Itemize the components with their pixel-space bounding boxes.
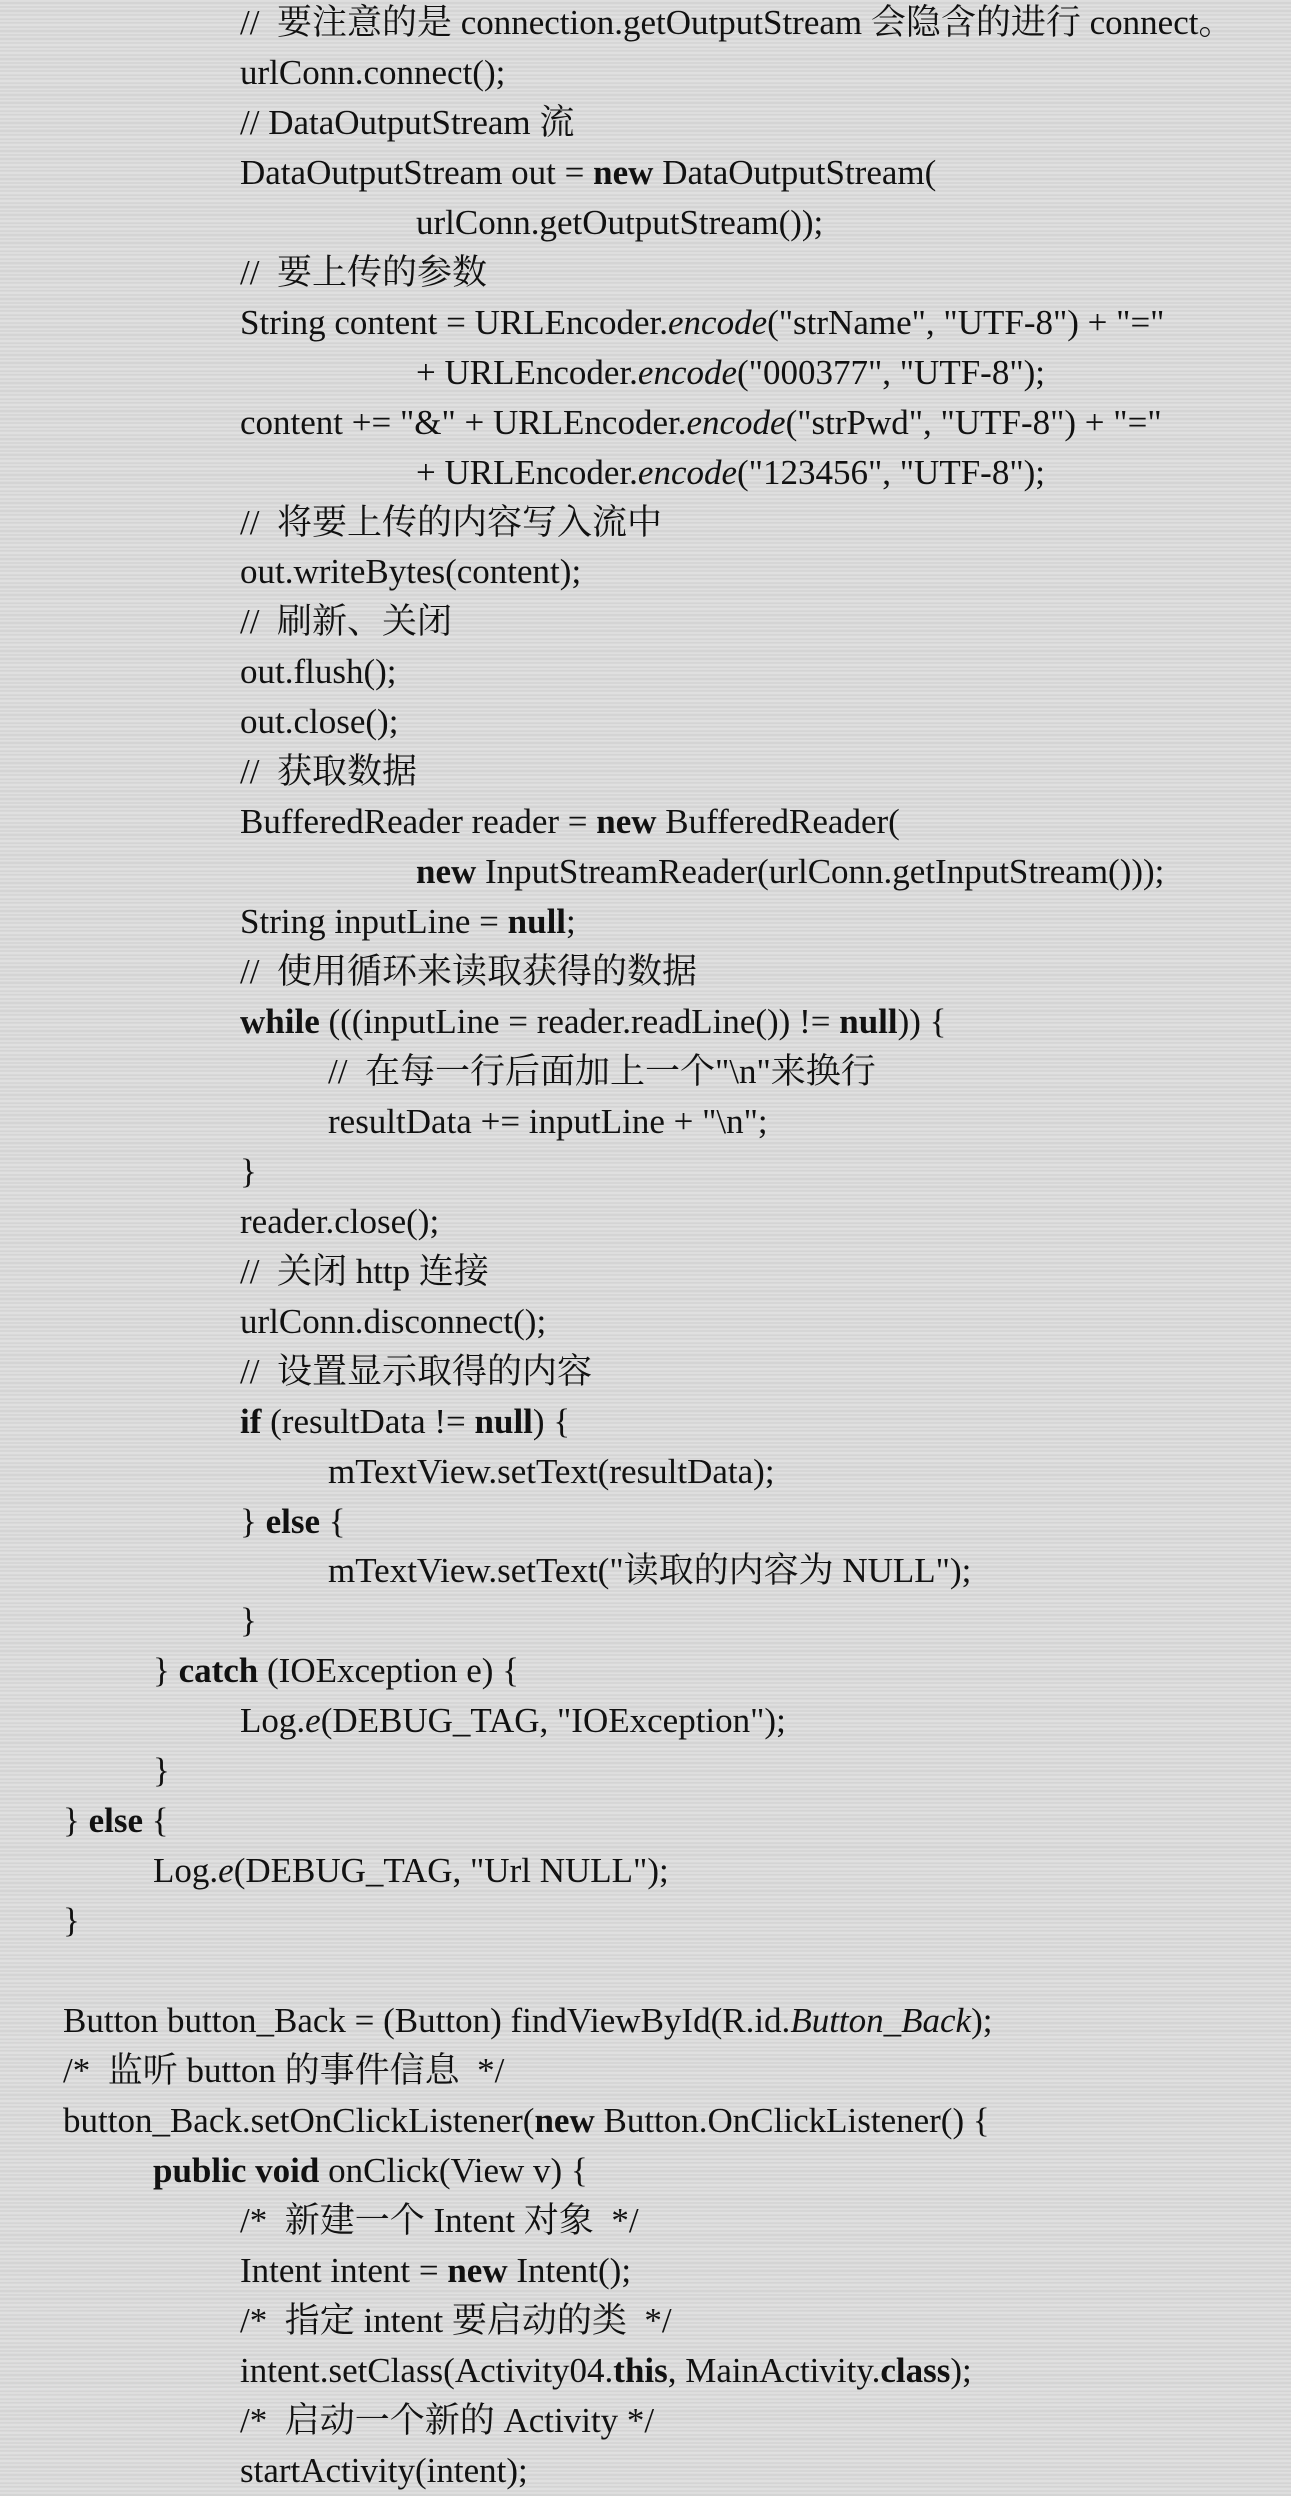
code-text: content += "&" + URLEncoder. [240,402,687,442]
code-line [328,1097,768,1147]
code-keyword: class [880,2350,951,2390]
code-text: (resultData != [261,1401,475,1441]
code-text: DataOutputStream( [653,152,937,192]
code-keyword: else [265,1501,320,1541]
code-text: // 获取数据 [240,752,417,792]
code-keyword: new [447,2250,508,2290]
code-text: // 刷新、关闭 [240,602,452,642]
code-line [240,947,697,997]
code-keyword: public [153,2150,247,2190]
code-italic-token: encode [637,452,738,492]
code-line [240,0,1233,48]
code-text: // DataOutputStream 流 [240,102,575,142]
code-text [246,2151,255,2190]
code-text: (DEBUG_TAG, "Url NULL"); [233,1851,669,1891]
code-italic-token: Button_Back [790,2001,972,2040]
code-keyword: while [240,1002,320,1041]
code-line [63,1896,80,1946]
code-italic-token: encode [668,302,768,342]
code-line [416,448,1045,498]
code-text: } [63,1901,80,1941]
code-text: /* 指定 intent 要启动的类 */ [240,2300,672,2340]
code-line [328,1047,876,1097]
code-line [240,298,1164,348]
code-italic-token: e [305,1701,321,1741]
code-text: DataOutputStream out = [240,152,594,192]
code-line [240,248,487,298]
code-text: + URLEncoder. [416,352,638,392]
code-text: } [153,1651,179,1691]
code-line [240,747,417,797]
code-text: )) { [897,1002,947,1041]
code-keyword: new [596,802,657,842]
code-text: } [153,1751,170,1791]
code-line [328,1447,775,1497]
code-italic-token: encode [637,352,738,392]
code-text: Button button_Back = (Button) findViewById(R.id. [63,2001,791,2040]
code-line [63,1996,992,2046]
code-line [416,198,823,248]
code-line [240,797,900,847]
code-line [153,1746,170,1796]
code-text: Intent intent = [240,2250,448,2290]
code-line [63,2096,990,2146]
code-keyword: if [240,1401,262,1441]
code-line [153,1646,519,1696]
code-keyword: new [593,152,654,192]
code-keyword: null [839,1002,898,1041]
code-text: urlConn.getOutputStream()); [416,202,824,242]
code-text: (IOException e) { [258,1651,519,1691]
code-italic-token: e [218,1851,234,1891]
code-text: String inputLine = [240,902,508,942]
code-text: out.writeBytes(content); [240,552,582,592]
code-text: (DEBUG_TAG, "IOException"); [320,1701,786,1741]
code-text: ) { [532,1401,571,1441]
code-text: ("strPwd", "UTF-8") + "=" [785,402,1162,442]
code-text: } [240,1501,266,1541]
code-keyword: new [534,2100,595,2140]
code-text: Log. [240,1701,306,1741]
code-italic-token: encode [686,402,786,442]
code-keyword: catch [178,1651,259,1691]
code-keyword: void [255,2150,320,2190]
code-text: (((inputLine = reader.readLine()) != [319,1002,840,1041]
code-line [240,697,398,747]
code-text: resultData += inputLine + "\n"; [328,1101,768,1141]
code-line [240,897,576,947]
code-line [240,498,662,548]
code-text: urlConn.connect(); [240,52,506,92]
code-line [240,2246,631,2296]
code-text: /* 新建一个 Intent 对象 */ [240,2200,639,2240]
code-text: out.close(); [240,702,399,742]
code-line [240,2396,654,2446]
code-line [240,1147,257,1197]
code-text: mTextView.setText(resultData); [328,1451,775,1491]
code-text: /* 启动一个新的 Activity */ [240,2400,655,2440]
code-text: ; [566,902,576,942]
code-line [240,1347,592,1397]
code-line [240,2296,672,2346]
code-text: // 设置显示取得的内容 [240,1351,592,1391]
code-text: BufferedReader( [656,802,900,842]
code-text: , MainActivity. [667,2350,881,2390]
code-keyword: this [613,2350,668,2390]
code-text: InputStreamReader(urlConn.getInputStream())); [476,852,1165,892]
code-text: + URLEncoder. [416,452,638,492]
code-text: Intent(); [507,2250,632,2290]
code-line [240,1397,570,1447]
code-text: reader.close(); [240,1201,440,1241]
code-text: onClick(View v) { [319,2150,588,2190]
code-keyword: else [88,1801,143,1841]
code-line [240,547,581,597]
code-line [153,2146,588,2196]
code-text: BufferedReader reader = [240,802,597,842]
code-line [240,597,452,647]
code-line [240,148,936,198]
code-keyword: null [474,1401,533,1441]
code-text: Log. [153,1851,219,1891]
code-line [240,398,1162,448]
code-text: Button.OnClickListener() { [594,2100,990,2140]
code-text: ("000377", "UTF-8"); [737,352,1045,392]
code-line [240,2196,639,2246]
code-text: button_Back.setOnClickListener( [63,2100,535,2140]
code-text: // 要上传的参数 [240,252,487,292]
code-line [240,1297,546,1347]
code-line [240,1247,489,1297]
code-line [240,2346,972,2396]
code-text: { [319,1501,346,1541]
code-text: intent.setClass(Activity04. [240,2350,614,2390]
code-line [240,1596,257,1646]
code-text: // 使用循环来读取获得的数据 [240,952,697,992]
code-line [240,1696,786,1746]
code-text: ); [950,2350,972,2390]
code-text: ); [971,2001,993,2040]
code-line [240,2446,528,2496]
code-text: } [240,1151,257,1191]
code-text: { [142,1801,169,1841]
code-line [240,1197,439,1247]
code-line [240,647,397,697]
code-text: // 在每一行后面加上一个"\n"来换行 [328,1051,876,1091]
code-text: String content = URLEncoder. [240,302,668,342]
code-text: } [240,1601,257,1641]
code-text: // 要注意的是 connection.getOutputStream 会隐含的进行 connect。 [240,3,1234,42]
code-text: ("123456", "UTF-8"); [737,452,1045,492]
code-line [416,348,1045,398]
code-text: out.flush(); [240,652,397,692]
code-line [240,1497,346,1547]
code-line [416,847,1164,897]
code-line [240,98,574,148]
code-text: mTextView.setText("读取的内容为 NULL"); [328,1551,972,1591]
code-text: } [63,1801,89,1841]
code-line [328,1546,971,1596]
code-text: /* 监听 button 的事件信息 */ [63,2050,505,2090]
code-keyword: new [416,852,477,892]
code-line [240,997,947,1047]
code-line [240,48,505,98]
code-text: // 关闭 http 连接 [240,1251,489,1291]
code-text: urlConn.disconnect(); [240,1301,547,1341]
code-keyword: null [507,902,567,942]
code-line [63,1796,169,1846]
code-text: ("strName", "UTF-8") + "=" [767,302,1165,342]
code-line [153,1846,669,1896]
code-text: // 将要上传的内容写入流中 [240,502,662,542]
code-text: startActivity(intent); [240,2450,528,2490]
code-line [63,2046,504,2096]
